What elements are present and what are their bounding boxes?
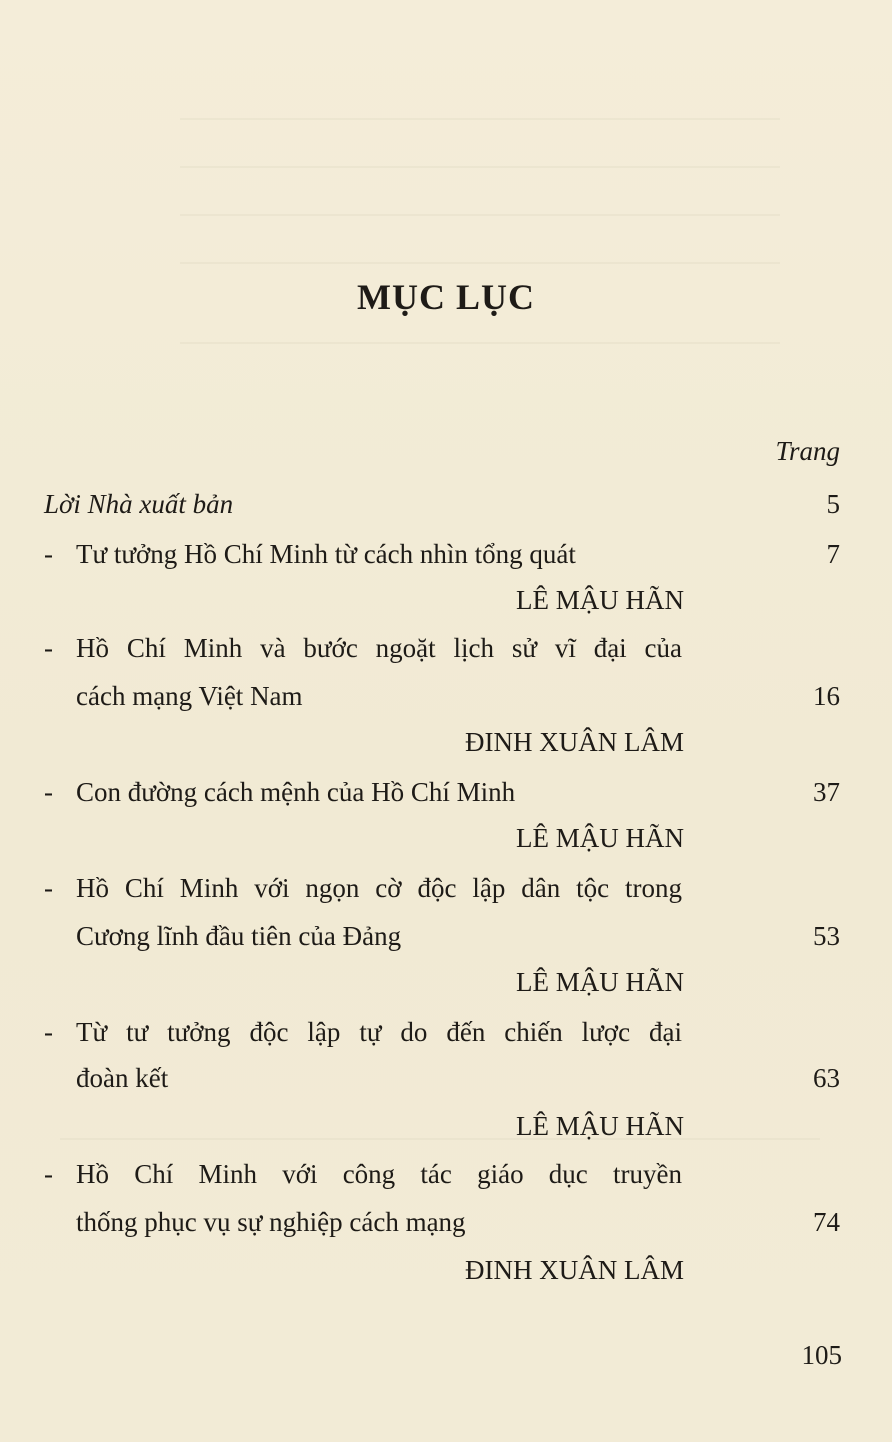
toc-bullet: - <box>44 633 53 663</box>
bleed-through-line <box>180 342 780 344</box>
page-number: 105 <box>801 1340 842 1370</box>
toc-entry-page: 16 <box>813 681 840 711</box>
toc-bullet: - <box>44 1017 53 1047</box>
page-column-header: Trang <box>775 436 840 466</box>
bleed-through-line <box>180 262 780 264</box>
toc-entry-continuation[interactable] <box>44 1058 840 1098</box>
toc-entry-title: Hồ Chí Minh với công tác giáo dục truyền <box>76 1159 682 1189</box>
toc-entry-author: LÊ MẬU HÃN <box>516 1111 684 1141</box>
toc-entry-title-cont: Cương lĩnh đầu tiên của Đảng <box>76 921 402 951</box>
toc-entry-page: 7 <box>826 539 840 569</box>
toc-entry[interactable] <box>44 534 840 574</box>
toc-entry[interactable] <box>44 1012 840 1052</box>
toc-entry-author: ĐINH XUÂN LÂM <box>465 1255 684 1285</box>
toc-bullet: - <box>44 873 53 903</box>
toc-entry-title-cont: thống phục vụ sự nghiệp cách mạng <box>76 1207 466 1237</box>
bleed-through-line <box>180 166 780 168</box>
toc-entry-author: ĐINH XUÂN LÂM <box>465 727 684 757</box>
toc-entry-title: Con đường cách mệnh của Hồ Chí Minh <box>76 777 516 807</box>
bleed-through-line <box>180 118 780 120</box>
toc-entry[interactable] <box>44 868 840 908</box>
toc-entry-title: Tư tưởng Hồ Chí Minh từ cách nhìn tổng quát <box>76 539 576 569</box>
toc-entry-continuation[interactable] <box>44 1202 840 1242</box>
toc-bullet: - <box>44 777 53 807</box>
toc-preface-page: 5 <box>826 489 840 519</box>
toc-preface-label: Lời Nhà xuất bản <box>44 489 234 519</box>
toc-entry[interactable] <box>44 628 840 668</box>
toc-entry-title-cont: cách mạng Việt Nam <box>76 681 303 711</box>
toc-entry-continuation[interactable] <box>44 916 840 956</box>
toc-bullet: - <box>44 1159 53 1189</box>
toc-entry-title: Hồ Chí Minh và bước ngoặt lịch sử vĩ đại của <box>76 633 682 663</box>
toc-entry-page: 53 <box>813 921 840 951</box>
toc-entry-author: LÊ MẬU HÃN <box>516 585 684 615</box>
toc-entry-title: Từ tư tưởng độc lập tự do đến chiến lược đại <box>76 1017 682 1047</box>
toc-entry[interactable] <box>44 772 840 812</box>
toc-entry-author: LÊ MẬU HÃN <box>516 823 684 853</box>
bleed-through-line <box>180 214 780 216</box>
toc-entry-title-cont: đoàn kết <box>76 1063 169 1093</box>
toc-entry-page: 74 <box>813 1207 840 1237</box>
toc-entry-title: Hồ Chí Minh với ngọn cờ độc lập dân tộc trong <box>76 873 682 903</box>
toc-entry-page: 63 <box>813 1063 840 1093</box>
toc-entry-author: LÊ MẬU HÃN <box>516 967 684 997</box>
toc-bullet: - <box>44 539 53 569</box>
toc-entry-continuation[interactable] <box>44 676 840 716</box>
toc-entry[interactable] <box>44 1154 840 1194</box>
page-title: MỤC LỤC <box>357 277 535 317</box>
toc-entry-page: 37 <box>813 777 840 807</box>
toc-preface[interactable] <box>44 484 840 524</box>
